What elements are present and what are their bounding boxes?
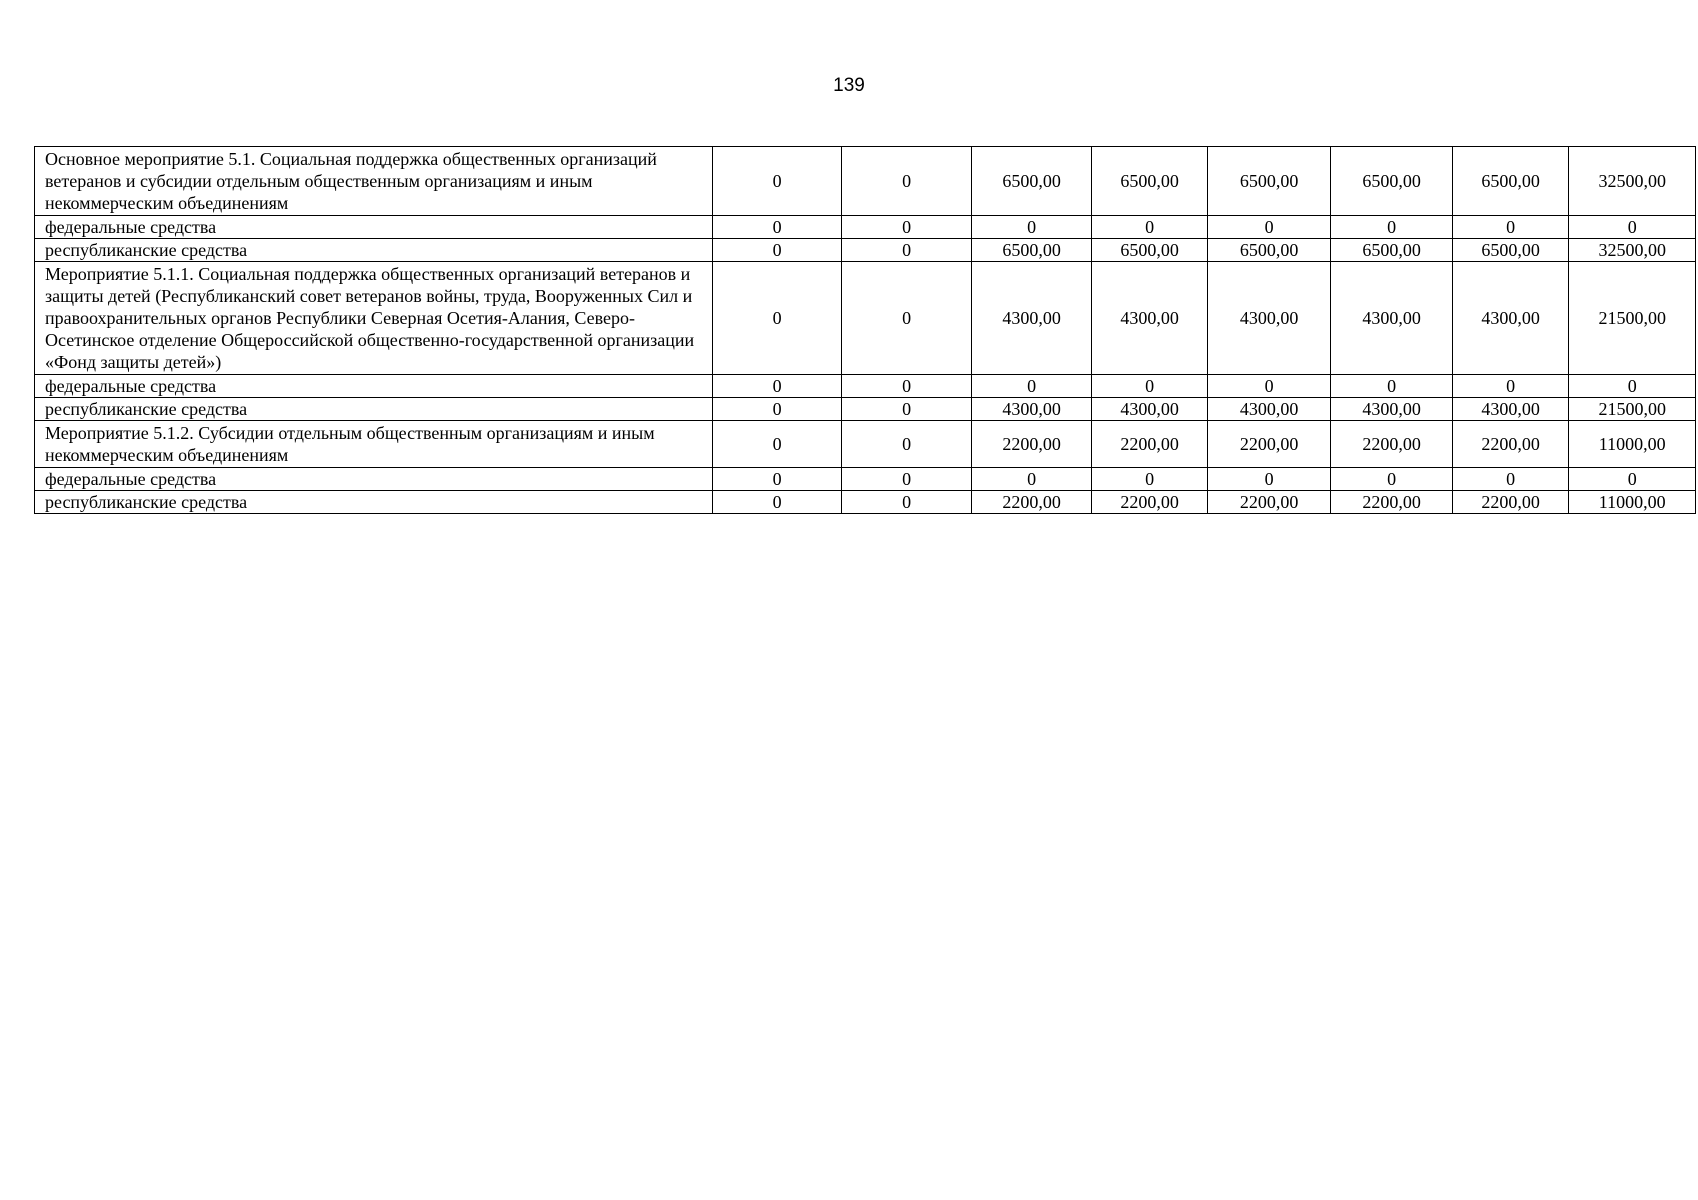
value-cell: 4300,00	[1207, 398, 1331, 421]
total-cell: 32500,00	[1569, 147, 1696, 216]
value-cell: 0	[712, 239, 842, 262]
value-cell: 2200,00	[1092, 491, 1207, 514]
table-row	[35, 491, 1696, 514]
table-row	[35, 421, 1696, 468]
value-cell: 0	[1207, 468, 1331, 491]
value-cell: 6500,00	[1331, 239, 1453, 262]
value-cell: 0	[712, 375, 842, 398]
value-cell: 6500,00	[1452, 239, 1568, 262]
value-cell: 0	[1207, 216, 1331, 239]
value-cell: 0	[712, 147, 842, 216]
value-cell: 4300,00	[1331, 262, 1453, 375]
value-cell: 2200,00	[1207, 491, 1331, 514]
value-cell: 0	[842, 398, 972, 421]
table-row	[35, 239, 1696, 262]
table-row	[35, 398, 1696, 421]
value-cell: 2200,00	[1452, 491, 1568, 514]
row-label: Мероприятие 5.1.2. Субсидии отдельным общественным организациям и иным некоммерческим объединениям	[35, 421, 713, 468]
value-cell: 6500,00	[971, 147, 1092, 216]
row-label: республиканские средства	[35, 491, 713, 514]
value-cell: 0	[1207, 375, 1331, 398]
value-cell: 0	[712, 216, 842, 239]
value-cell: 0	[1092, 468, 1207, 491]
total-cell: 21500,00	[1569, 262, 1696, 375]
value-cell: 0	[1452, 468, 1568, 491]
table-row	[35, 262, 1696, 375]
value-cell: 0	[971, 216, 1092, 239]
value-cell: 0	[1331, 468, 1453, 491]
value-cell: 0	[842, 262, 972, 375]
table-row	[35, 375, 1696, 398]
table-row	[35, 468, 1696, 491]
value-cell: 4300,00	[971, 262, 1092, 375]
value-cell: 0	[712, 398, 842, 421]
value-cell: 0	[1452, 375, 1568, 398]
row-label: федеральные средства	[35, 375, 713, 398]
value-cell: 0	[842, 239, 972, 262]
total-cell: 0	[1569, 216, 1696, 239]
value-cell: 0	[842, 468, 972, 491]
value-cell: 4300,00	[1092, 262, 1207, 375]
value-cell: 6500,00	[1331, 147, 1453, 216]
value-cell: 0	[1331, 375, 1453, 398]
row-label: Мероприятие 5.1.1. Социальная поддержка общественных организаций ветеранов и защиты детей (Республиканский совет ветеранов войны, труда, Вооруженных Сил и правоохранительных органов Республики Северная Осетия-Алания, Северо-Осетинское отделение Общероссийской общественно-государственной организации «Фонд защиты детей»)	[35, 262, 713, 375]
value-cell: 0	[842, 375, 972, 398]
value-cell: 2200,00	[1331, 421, 1453, 468]
row-label: республиканские средства	[35, 398, 713, 421]
row-label: федеральные средства	[35, 216, 713, 239]
value-cell: 0	[971, 375, 1092, 398]
value-cell: 6500,00	[1092, 147, 1207, 216]
budget-table	[34, 146, 1696, 514]
row-label: федеральные средства	[35, 468, 713, 491]
value-cell: 2200,00	[1331, 491, 1453, 514]
total-cell: 11000,00	[1569, 491, 1696, 514]
value-cell: 4300,00	[1452, 262, 1568, 375]
value-cell: 2200,00	[971, 421, 1092, 468]
value-cell: 6500,00	[971, 239, 1092, 262]
value-cell: 4300,00	[1207, 262, 1331, 375]
value-cell: 0	[1452, 216, 1568, 239]
total-cell: 0	[1569, 468, 1696, 491]
value-cell: 0	[1331, 216, 1453, 239]
value-cell: 0	[1092, 375, 1207, 398]
value-cell: 2200,00	[1207, 421, 1331, 468]
value-cell: 0	[842, 421, 972, 468]
value-cell: 0	[1092, 216, 1207, 239]
row-label: Основное мероприятие 5.1. Социальная поддержка общественных организаций ветеранов и субсидии отдельным общественным организациям и иным некоммерческим объединениям	[35, 147, 713, 216]
value-cell: 6500,00	[1207, 239, 1331, 262]
page-number: 139	[833, 75, 865, 96]
value-cell: 4300,00	[1452, 398, 1568, 421]
value-cell: 2200,00	[1092, 421, 1207, 468]
value-cell: 0	[712, 468, 842, 491]
value-cell: 6500,00	[1207, 147, 1331, 216]
table-row	[35, 216, 1696, 239]
value-cell: 4300,00	[1092, 398, 1207, 421]
total-cell: 32500,00	[1569, 239, 1696, 262]
value-cell: 0	[842, 216, 972, 239]
value-cell: 2200,00	[971, 491, 1092, 514]
value-cell: 4300,00	[971, 398, 1092, 421]
total-cell: 0	[1569, 375, 1696, 398]
value-cell: 2200,00	[1452, 421, 1568, 468]
total-cell: 11000,00	[1569, 421, 1696, 468]
total-cell: 21500,00	[1569, 398, 1696, 421]
value-cell: 0	[842, 147, 972, 216]
value-cell: 0	[712, 262, 842, 375]
value-cell: 6500,00	[1452, 147, 1568, 216]
value-cell: 0	[971, 468, 1092, 491]
value-cell: 4300,00	[1331, 398, 1453, 421]
value-cell: 0	[712, 491, 842, 514]
value-cell: 0	[712, 421, 842, 468]
table-row	[35, 147, 1696, 216]
value-cell: 0	[842, 491, 972, 514]
value-cell: 6500,00	[1092, 239, 1207, 262]
row-label: республиканские средства	[35, 239, 713, 262]
